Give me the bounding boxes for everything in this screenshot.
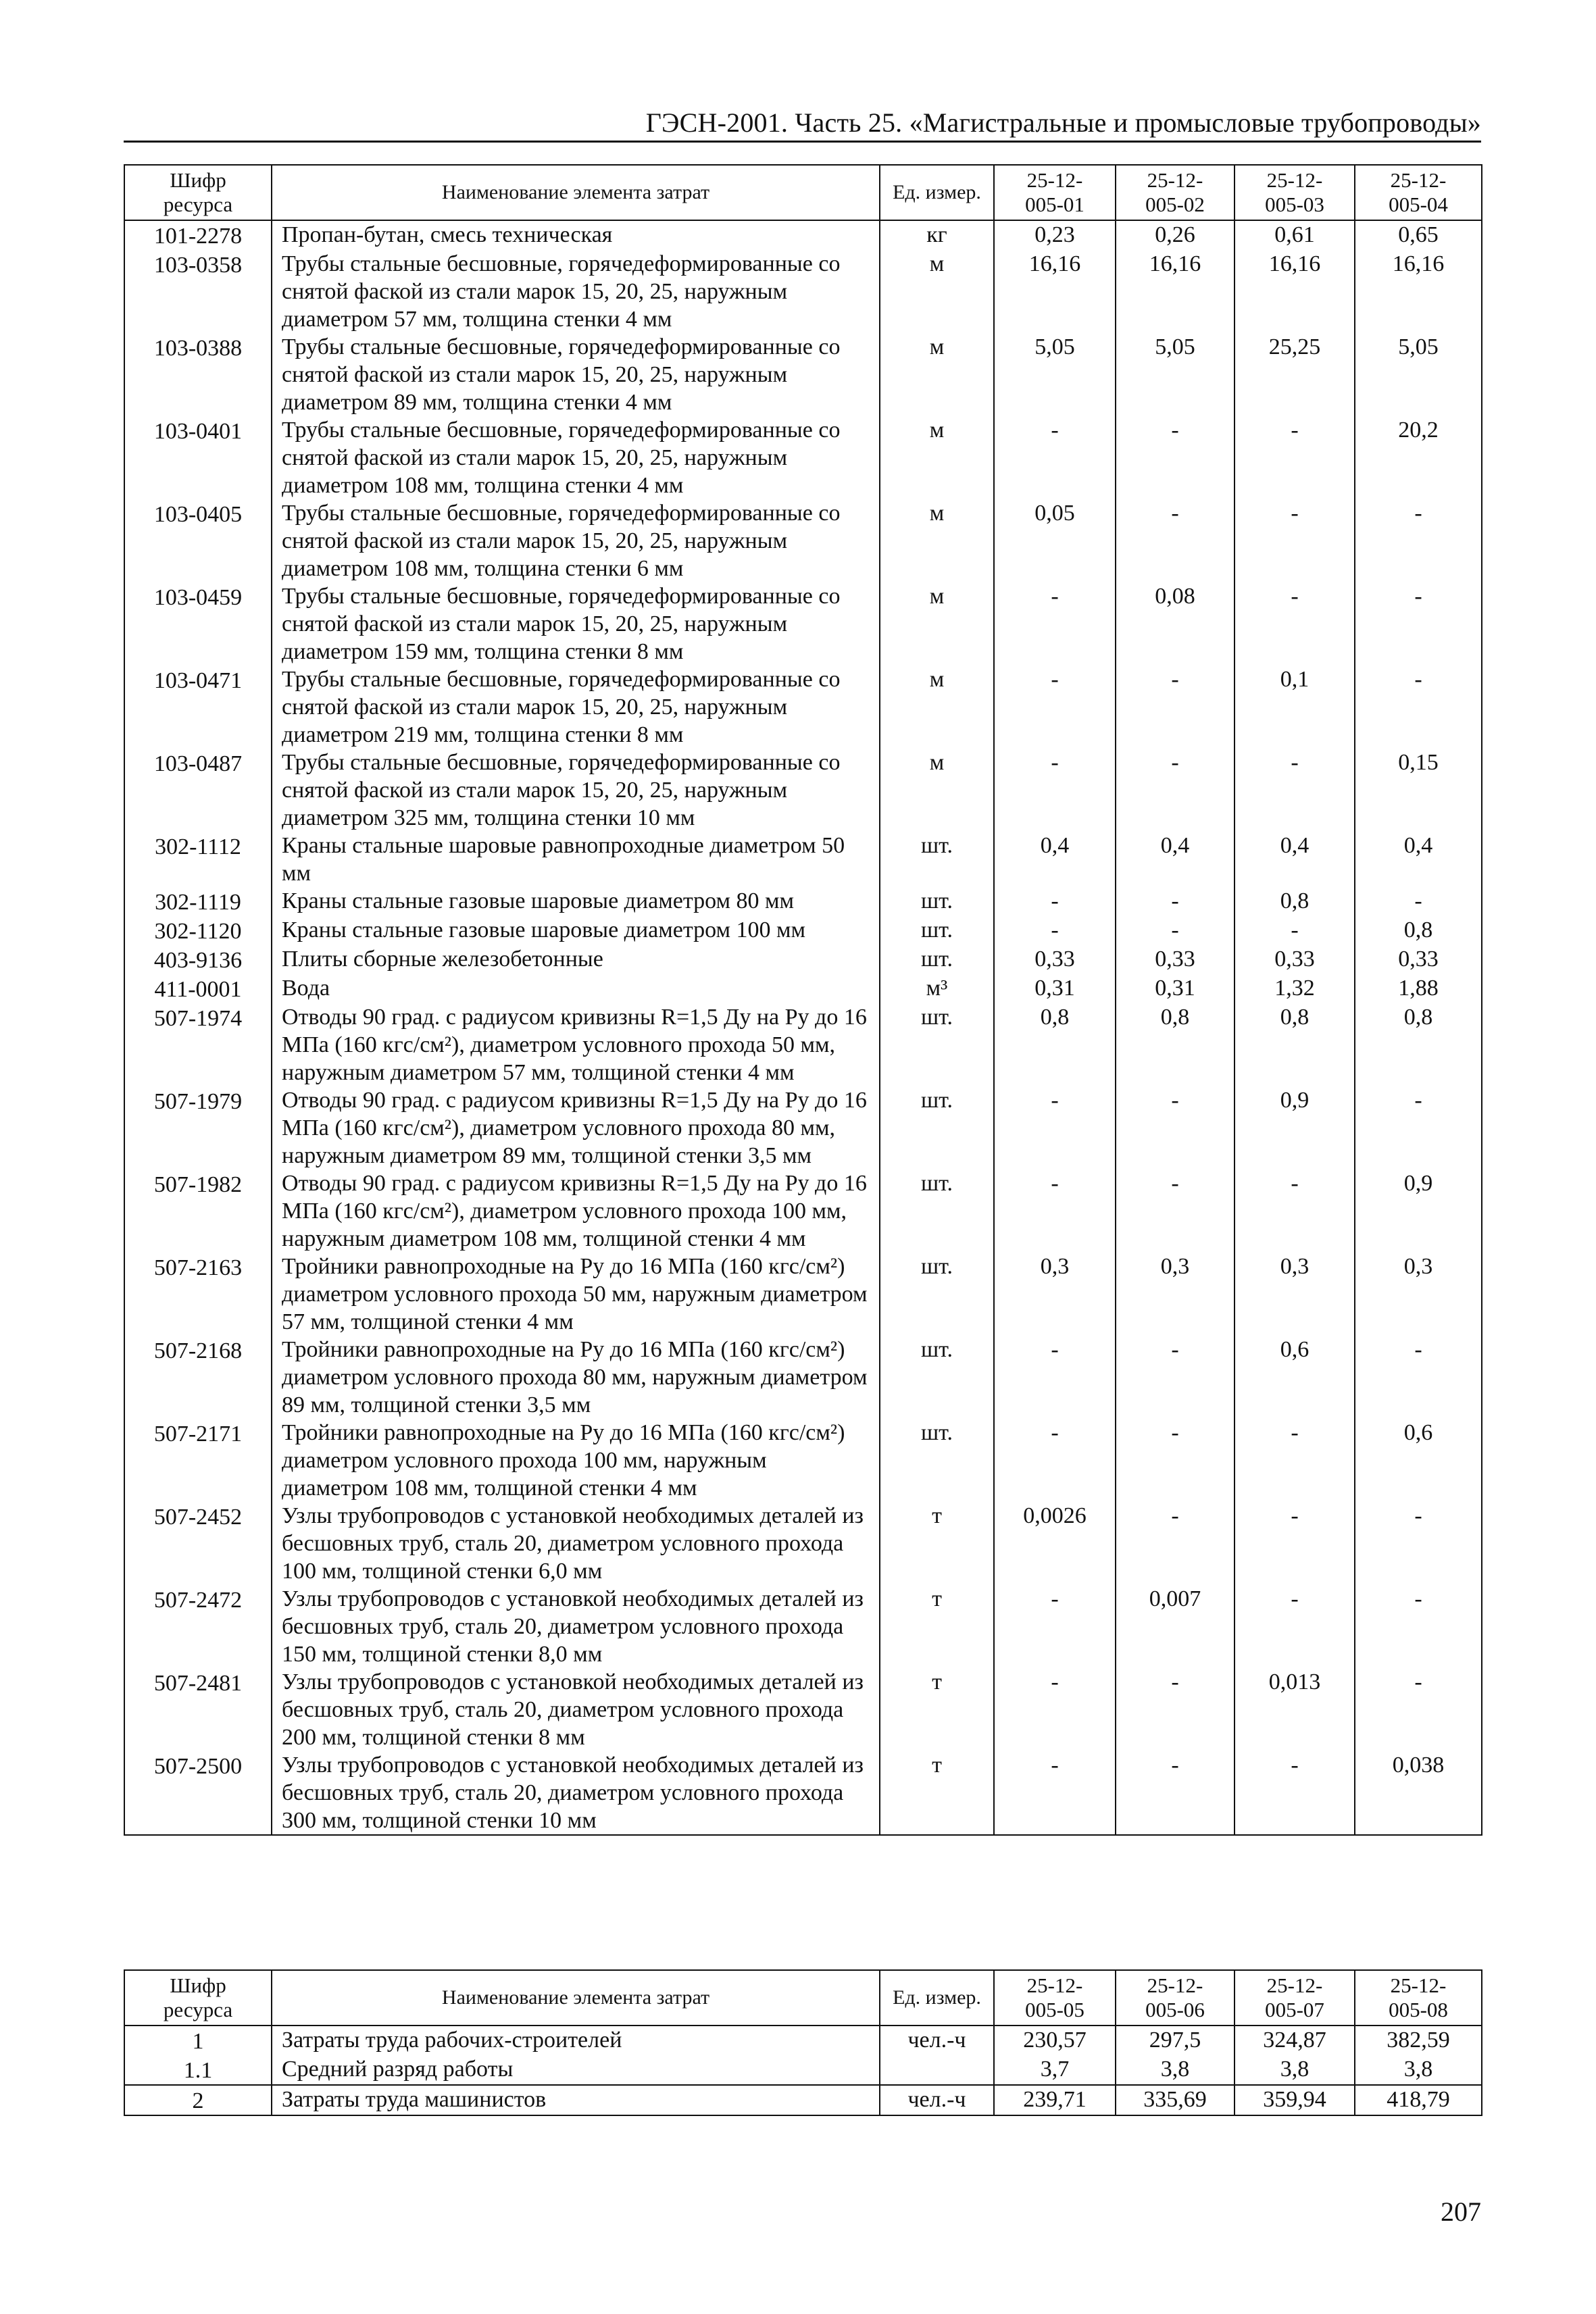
- col-header-norm-1: 25-12- 005-01: [994, 165, 1116, 220]
- norm-value-cell: -: [994, 1086, 1116, 1169]
- norm-value-cell: -: [1116, 749, 1235, 832]
- norm-value-cell: 0,33: [994, 945, 1116, 974]
- norm-value-cell: 0,4: [994, 832, 1116, 887]
- norm-value-cell: 0,26: [1116, 220, 1235, 250]
- table-row: [124, 974, 1482, 1003]
- norm-value-cell: -: [994, 1169, 1116, 1253]
- norm-value-cell: -: [1116, 1668, 1235, 1751]
- unit-cell: т: [880, 1668, 994, 1751]
- norm-value-cell: 0,8: [994, 1003, 1116, 1086]
- unit-cell: шт.: [880, 1419, 994, 1502]
- norm-value-cell: 3,8: [1116, 2055, 1235, 2085]
- norm-value-cell: 0,038: [1355, 1751, 1482, 1835]
- norm-value-cell: 16,16: [1235, 250, 1355, 333]
- table-row: [124, 2026, 1482, 2055]
- resource-code-cell: 507-2481: [124, 1668, 272, 1751]
- resource-code-cell: 302-1112: [124, 832, 272, 887]
- col-header-norm-3: 25-12- 005-03: [1235, 165, 1355, 220]
- unit-cell: м: [880, 416, 994, 499]
- norm-value-cell: -: [1235, 1585, 1355, 1668]
- table-row: [124, 916, 1482, 945]
- norm-value-cell: 297,5: [1116, 2026, 1235, 2055]
- norm-value-cell: 0,33: [1116, 945, 1235, 974]
- norm-value-cell: 359,94: [1235, 2085, 1355, 2115]
- resource-code-cell: 1: [124, 2026, 272, 2055]
- resource-name-cell: Трубы стальные бесшовные, горячедеформированные со снятой фаской из стали марок 15, 20, 25, наружным диаметром 108 мм, толщина стенки 6 мм: [272, 499, 880, 582]
- resource-code-cell: 103-0388: [124, 333, 272, 416]
- norm-value-cell: -: [1235, 1169, 1355, 1253]
- norm-value-cell: -: [994, 916, 1116, 945]
- resource-code-cell: 411-0001: [124, 974, 272, 1003]
- norm-value-cell: 230,57: [994, 2026, 1116, 2055]
- norm-value-cell: 0,3: [994, 1253, 1116, 1336]
- table-row: [124, 1169, 1482, 1253]
- unit-cell: шт.: [880, 916, 994, 945]
- resource-code-cell: 403-9136: [124, 945, 272, 974]
- labor-table: [124, 1969, 1482, 2116]
- resource-name-cell: Краны стальные газовые шаровые диаметром 100 мм: [272, 916, 880, 945]
- resource-name-cell: Трубы стальные бесшовные, горячедеформированные со снятой фаской из стали марок 15, 20, 25, наружным диаметром 57 мм, толщина стенки 4 мм: [272, 250, 880, 333]
- resource-name-cell: Отводы 90 град. с радиусом кривизны R=1,5 Ду на Ру до 16 МПа (160 кгс/см²), диаметром условного прохода 50 мм, наружным диаметром 57 мм, толщиной стенки 4 мм: [272, 1003, 880, 1086]
- col-header-unit: Ед. измер.: [880, 165, 994, 220]
- page-number: 207: [1441, 2196, 1481, 2227]
- table-row: [124, 250, 1482, 333]
- norm-value-cell: 0,8: [1116, 1003, 1235, 1086]
- resource-name-cell: Узлы трубопроводов с установкой необходимых деталей из бесшовных труб, сталь 20, диаметром условного прохода 150 мм, толщиной стенки 8,0 мм: [272, 1585, 880, 1668]
- norm-value-cell: 16,16: [1116, 250, 1235, 333]
- norm-value-cell: -: [1116, 1169, 1235, 1253]
- unit-cell: м³: [880, 974, 994, 1003]
- resource-code-cell: 507-2163: [124, 1253, 272, 1336]
- norm-value-cell: -: [1235, 749, 1355, 832]
- norm-value-cell: 0,9: [1235, 1086, 1355, 1169]
- resource-name-cell: Затраты труда рабочих-строителей: [272, 2026, 880, 2055]
- unit-cell: м: [880, 665, 994, 749]
- resource-code-cell: 507-2168: [124, 1336, 272, 1419]
- table-row: [124, 416, 1482, 499]
- norm-value-cell: 5,05: [994, 333, 1116, 416]
- col-header-norm-8: 25-12- 005-08: [1355, 1970, 1482, 2026]
- resource-code-cell: 103-0358: [124, 250, 272, 333]
- resource-code-cell: 103-0459: [124, 582, 272, 665]
- unit-cell: м: [880, 582, 994, 665]
- table-row: [124, 665, 1482, 749]
- document-header: ГЭСН-2001. Часть 25. «Магистральные и промысловые трубопроводы»: [645, 107, 1481, 138]
- col-header-norm-5: 25-12- 005-05: [994, 1970, 1116, 2026]
- norm-value-cell: -: [1355, 1086, 1482, 1169]
- norm-value-cell: 0,8: [1235, 1003, 1355, 1086]
- resource-code-cell: 1.1: [124, 2055, 272, 2085]
- unit-cell: кг: [880, 220, 994, 250]
- norm-value-cell: 0,61: [1235, 220, 1355, 250]
- norm-value-cell: 0,33: [1355, 945, 1482, 974]
- norm-value-cell: 0,31: [1116, 974, 1235, 1003]
- unit-cell: шт.: [880, 1003, 994, 1086]
- norm-value-cell: 0,013: [1235, 1668, 1355, 1751]
- norm-value-cell: 0,23: [994, 220, 1116, 250]
- resource-name-cell: Краны стальные газовые шаровые диаметром 80 мм: [272, 887, 880, 916]
- norm-value-cell: 3,7: [994, 2055, 1116, 2085]
- norm-value-cell: -: [1355, 1502, 1482, 1585]
- norm-value-cell: 16,16: [1355, 250, 1482, 333]
- table-row: [124, 220, 1482, 250]
- resource-code-cell: 101-2278: [124, 220, 272, 250]
- unit-cell: шт.: [880, 1169, 994, 1253]
- norm-value-cell: -: [1116, 416, 1235, 499]
- norm-value-cell: 0,4: [1235, 832, 1355, 887]
- norm-value-cell: 0,3: [1355, 1253, 1482, 1336]
- norm-value-cell: -: [1355, 887, 1482, 916]
- norm-value-cell: 382,59: [1355, 2026, 1482, 2055]
- col-header-norm-6: 25-12- 005-06: [1116, 1970, 1235, 2026]
- norm-value-cell: 0,8: [1355, 1003, 1482, 1086]
- norm-value-cell: -: [1116, 499, 1235, 582]
- resource-name-cell: Затраты труда машинистов: [272, 2085, 880, 2115]
- norm-value-cell: 0,3: [1235, 1253, 1355, 1336]
- norm-value-cell: -: [1116, 1086, 1235, 1169]
- resource-name-cell: Вода: [272, 974, 880, 1003]
- unit-cell: шт.: [880, 945, 994, 974]
- norm-value-cell: -: [994, 1419, 1116, 1502]
- norm-value-cell: -: [1116, 665, 1235, 749]
- norm-value-cell: 0,15: [1355, 749, 1482, 832]
- norm-value-cell: -: [1235, 499, 1355, 582]
- norm-value-cell: 0,6: [1355, 1419, 1482, 1502]
- norm-value-cell: -: [1116, 1419, 1235, 1502]
- table-row: [124, 1502, 1482, 1585]
- norm-value-cell: -: [1355, 665, 1482, 749]
- norm-value-cell: -: [994, 1585, 1116, 1668]
- resource-code-cell: 507-1979: [124, 1086, 272, 1169]
- norm-value-cell: 0,9: [1355, 1169, 1482, 1253]
- col-header-name: Наименование элемента затрат: [272, 165, 880, 220]
- unit-cell: м: [880, 250, 994, 333]
- resource-code-cell: 103-0405: [124, 499, 272, 582]
- resource-name-cell: Тройники равнопроходные на Ру до 16 МПа (160 кгс/см²) диаметром условного прохода 100 мм, наружным диаметром 108 мм, толщиной стенки 4 мм: [272, 1419, 880, 1502]
- norm-value-cell: -: [1235, 1419, 1355, 1502]
- norm-value-cell: -: [994, 1668, 1116, 1751]
- unit-cell: шт.: [880, 1086, 994, 1169]
- table-row: [124, 749, 1482, 832]
- resource-name-cell: Узлы трубопроводов с установкой необходимых деталей из бесшовных труб, сталь 20, диаметром условного прохода 200 мм, толщиной стенки 8 мм: [272, 1668, 880, 1751]
- unit-cell: м: [880, 333, 994, 416]
- norm-value-cell: 3,8: [1355, 2055, 1482, 2085]
- norm-value-cell: 16,16: [994, 250, 1116, 333]
- resource-name-cell: Трубы стальные бесшовные, горячедеформированные со снятой фаской из стали марок 15, 20, 25, наружным диаметром 159 мм, толщина стенки 8 мм: [272, 582, 880, 665]
- norm-value-cell: 0,1: [1235, 665, 1355, 749]
- norm-value-cell: 0,31: [994, 974, 1116, 1003]
- table-row: [124, 832, 1482, 887]
- norm-value-cell: 0,8: [1235, 887, 1355, 916]
- norm-value-cell: -: [1355, 499, 1482, 582]
- resource-name-cell: Узлы трубопроводов с установкой необходимых деталей из бесшовных труб, сталь 20, диаметром условного прохода 300 мм, толщиной стенки 10 мм: [272, 1751, 880, 1835]
- norm-value-cell: 1,32: [1235, 974, 1355, 1003]
- norm-value-cell: -: [1116, 1336, 1235, 1419]
- table-row: [124, 887, 1482, 916]
- norm-value-cell: 239,71: [994, 2085, 1116, 2115]
- table-row: [124, 2085, 1482, 2115]
- resource-name-cell: Отводы 90 град. с радиусом кривизны R=1,5 Ду на Ру до 16 МПа (160 кгс/см²), диаметром условного прохода 80 мм, наружным диаметром 89 мм, толщиной стенки 3,5 мм: [272, 1086, 880, 1169]
- norm-value-cell: -: [1355, 1585, 1482, 1668]
- col-header-norm-4: 25-12- 005-04: [1355, 165, 1482, 220]
- resource-name-cell: Тройники равнопроходные на Ру до 16 МПа (160 кгс/см²) диаметром условного прохода 80 мм, наружным диаметром 89 мм, толщиной стенки 3,5 мм: [272, 1336, 880, 1419]
- table-row: [124, 333, 1482, 416]
- resource-name-cell: Плиты сборные железобетонные: [272, 945, 880, 974]
- resource-code-cell: 302-1120: [124, 916, 272, 945]
- norm-value-cell: 418,79: [1355, 2085, 1482, 2115]
- unit-cell: т: [880, 1502, 994, 1585]
- norm-value-cell: -: [994, 582, 1116, 665]
- materials-table: [124, 164, 1482, 1836]
- norm-value-cell: -: [1355, 1336, 1482, 1419]
- norm-value-cell: 0,05: [994, 499, 1116, 582]
- norm-value-cell: 0,4: [1116, 832, 1235, 887]
- norm-value-cell: -: [1355, 582, 1482, 665]
- unit-cell: чел.-ч: [880, 2026, 994, 2055]
- norm-value-cell: 0,6: [1235, 1336, 1355, 1419]
- table-row: [124, 582, 1482, 665]
- norm-value-cell: -: [1116, 887, 1235, 916]
- resource-code-cell: 302-1119: [124, 887, 272, 916]
- col-header-unit: Ед. измер.: [880, 1970, 994, 2026]
- unit-cell: т: [880, 1751, 994, 1835]
- table-row: [124, 1336, 1482, 1419]
- norm-value-cell: -: [1355, 1668, 1482, 1751]
- norm-value-cell: 0,8: [1355, 916, 1482, 945]
- norm-value-cell: 3,8: [1235, 2055, 1355, 2085]
- table-row: [124, 1419, 1482, 1502]
- norm-value-cell: 335,69: [1116, 2085, 1235, 2115]
- resource-code-cell: 103-0487: [124, 749, 272, 832]
- table-row: [124, 1253, 1482, 1336]
- norm-value-cell: -: [1235, 916, 1355, 945]
- resource-code-cell: 103-0401: [124, 416, 272, 499]
- table-row: [124, 1003, 1482, 1086]
- col-header-norm-7: 25-12- 005-07: [1235, 1970, 1355, 2026]
- resource-code-cell: 103-0471: [124, 665, 272, 749]
- norm-value-cell: 5,05: [1355, 333, 1482, 416]
- norm-value-cell: 5,05: [1116, 333, 1235, 416]
- norm-value-cell: 25,25: [1235, 333, 1355, 416]
- norm-value-cell: 0,4: [1355, 832, 1482, 887]
- norm-value-cell: 0,65: [1355, 220, 1482, 250]
- resource-code-cell: 507-2452: [124, 1502, 272, 1585]
- norm-value-cell: -: [994, 416, 1116, 499]
- norm-value-cell: -: [994, 887, 1116, 916]
- col-header-name: Наименование элемента затрат: [272, 1970, 880, 2026]
- unit-cell: [880, 2055, 994, 2085]
- resource-name-cell: Трубы стальные бесшовные, горячедеформированные со снятой фаской из стали марок 15, 20, 25, наружным диаметром 325 мм, толщина стенки 10 мм: [272, 749, 880, 832]
- resource-name-cell: Трубы стальные бесшовные, горячедеформированные со снятой фаской из стали марок 15, 20, 25, наружным диаметром 219 мм, толщина стенки 8 мм: [272, 665, 880, 749]
- resource-code-cell: 507-2500: [124, 1751, 272, 1835]
- table-row: [124, 499, 1482, 582]
- norm-value-cell: -: [1235, 582, 1355, 665]
- norm-value-cell: -: [1235, 416, 1355, 499]
- norm-value-cell: 324,87: [1235, 2026, 1355, 2055]
- norm-value-cell: -: [994, 665, 1116, 749]
- norm-value-cell: 0,007: [1116, 1585, 1235, 1668]
- col-header-norm-2: 25-12- 005-02: [1116, 165, 1235, 220]
- unit-cell: чел.-ч: [880, 2085, 994, 2115]
- resource-code-cell: 507-1982: [124, 1169, 272, 1253]
- norm-value-cell: 0,33: [1235, 945, 1355, 974]
- norm-value-cell: -: [1116, 916, 1235, 945]
- norm-value-cell: -: [1116, 1751, 1235, 1835]
- norm-value-cell: -: [994, 749, 1116, 832]
- table-row: [124, 945, 1482, 974]
- col-header-code: Шифр ресурса: [124, 1970, 272, 2026]
- norm-value-cell: -: [1235, 1502, 1355, 1585]
- norm-value-cell: -: [1116, 1502, 1235, 1585]
- unit-cell: т: [880, 1585, 994, 1668]
- unit-cell: шт.: [880, 832, 994, 887]
- unit-cell: шт.: [880, 1253, 994, 1336]
- norm-value-cell: 0,08: [1116, 582, 1235, 665]
- col-header-code: Шифр ресурса: [124, 165, 272, 220]
- norm-value-cell: 20,2: [1355, 416, 1482, 499]
- unit-cell: шт.: [880, 1336, 994, 1419]
- resource-code-cell: 2: [124, 2085, 272, 2115]
- norm-value-cell: 0,3: [1116, 1253, 1235, 1336]
- table-row: [124, 1668, 1482, 1751]
- norm-value-cell: -: [994, 1751, 1116, 1835]
- unit-cell: шт.: [880, 887, 994, 916]
- norm-value-cell: -: [1235, 1751, 1355, 1835]
- resource-code-cell: 507-2472: [124, 1585, 272, 1668]
- resource-name-cell: Трубы стальные бесшовные, горячедеформированные со снятой фаской из стали марок 15, 20, 25, наружным диаметром 89 мм, толщина стенки 4 мм: [272, 333, 880, 416]
- resource-code-cell: 507-1974: [124, 1003, 272, 1086]
- resource-code-cell: 507-2171: [124, 1419, 272, 1502]
- resource-name-cell: Средний разряд работы: [272, 2055, 880, 2085]
- norm-value-cell: -: [994, 1336, 1116, 1419]
- table-row: [124, 1086, 1482, 1169]
- unit-cell: м: [880, 499, 994, 582]
- table-row: [124, 1585, 1482, 1668]
- norm-value-cell: 0,0026: [994, 1502, 1116, 1585]
- table-row: [124, 2055, 1482, 2085]
- unit-cell: м: [880, 749, 994, 832]
- norm-value-cell: 1,88: [1355, 974, 1482, 1003]
- resource-name-cell: Отводы 90 град. с радиусом кривизны R=1,5 Ду на Ру до 16 МПа (160 кгс/см²), диаметром условного прохода 100 мм, наружным диаметром 108 мм, толщиной стенки 4 мм: [272, 1169, 880, 1253]
- header-rule: [124, 141, 1481, 143]
- resource-name-cell: Пропан-бутан, смесь техническая: [272, 220, 880, 250]
- resource-name-cell: Трубы стальные бесшовные, горячедеформированные со снятой фаской из стали марок 15, 20, 25, наружным диаметром 108 мм, толщина стенки 4 мм: [272, 416, 880, 499]
- table-row: [124, 1751, 1482, 1835]
- resource-name-cell: Краны стальные шаровые равнопроходные диаметром 50 мм: [272, 832, 880, 887]
- resource-name-cell: Узлы трубопроводов с установкой необходимых деталей из бесшовных труб, сталь 20, диаметром условного прохода 100 мм, толщиной стенки 6,0 мм: [272, 1502, 880, 1585]
- resource-name-cell: Тройники равнопроходные на Ру до 16 МПа (160 кгс/см²) диаметром условного прохода 50 мм, наружным диаметром 57 мм, толщиной стенки 4 мм: [272, 1253, 880, 1336]
